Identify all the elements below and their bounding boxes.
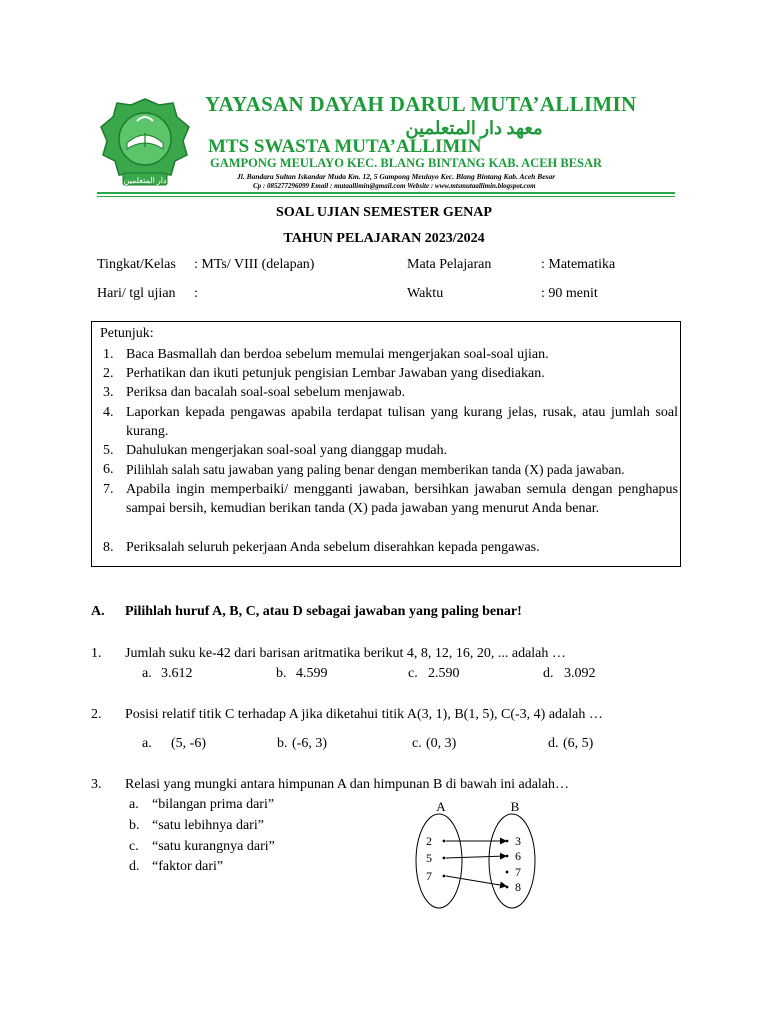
set-a-element: 5: [426, 851, 432, 865]
option-text: “satu lebihnya dari”: [152, 818, 264, 833]
header-rule-thin: [97, 196, 675, 197]
logo-caption: دار المتعلمين: [123, 176, 167, 185]
point-dot: [506, 886, 509, 889]
option-text: (5, -6): [171, 736, 206, 751]
question-number: 1.: [91, 646, 102, 661]
option-letter: a.: [142, 666, 152, 681]
school-address: Jl. Bandara Sultan Iskandar Muda Km. 12, 5 Gampong Meulayo Kec. Blang Bintang Kab. Aceh Besar: [237, 172, 556, 181]
option-text: 4.599: [296, 666, 328, 681]
set-b-label: B: [510, 799, 520, 814]
question-text: Posisi relatif titik C terhadap A jika diketahui titik A(3, 1), B(1, 5), C(-3, 4) adalah …: [125, 707, 603, 722]
option-letter: c.: [129, 839, 139, 854]
question-text: Relasi yang mungki antara himpunan A dan himpunan B di bawah ini adalah…: [125, 777, 570, 792]
option-text: 3.612: [161, 666, 193, 681]
option-letter: b.: [129, 818, 140, 833]
option-letter: b.: [277, 736, 288, 751]
set-a-element: 2: [426, 834, 432, 848]
set-a-element: 7: [426, 869, 432, 883]
option-text: “faktor dari”: [152, 859, 224, 874]
section-a-label: A.: [91, 604, 105, 619]
option-letter: a.: [129, 797, 139, 812]
relation-arrow: [446, 856, 506, 858]
set-b-element: 7: [515, 865, 521, 879]
time-value: : 90 menit: [541, 286, 598, 301]
option-letter: d.: [548, 736, 559, 751]
relation-arrow: [446, 876, 506, 886]
exam-title: SOAL UJIAN SEMESTER GENAP: [276, 205, 492, 220]
class-value: : MTs/ VIII (delapan): [194, 257, 315, 272]
point-dot: [506, 871, 509, 874]
option-text: (6, 5): [563, 736, 594, 751]
question-text: Jumlah suku ke-42 dari barisan aritmatika berikut 4, 8, 12, 16, 20, ... adalah …: [125, 646, 566, 661]
set-a-label: A: [436, 799, 446, 814]
point-dot: [506, 855, 509, 858]
option-text: 3.092: [564, 666, 596, 681]
school-location: GAMPONG MEULAYO KEC. BLANG BINTANG KAB. ACEH BESAR: [210, 156, 603, 170]
option-letter: d.: [543, 666, 554, 681]
question-number: 2.: [91, 707, 102, 722]
school-contact: Cp : 085277296099 Email : mutaallimin@gmail.com Website : www.mtsmutaallimin.blogspot.com: [253, 182, 536, 190]
school-name: MTS SWASTA MUTA’ALLIMIN: [208, 136, 482, 157]
class-label: Tingkat/Kelas: [97, 257, 176, 272]
set-b-element: 3: [515, 834, 521, 848]
subject-label: Mata Pelajaran: [407, 257, 492, 272]
question-number: 3.: [91, 777, 102, 792]
point-dot: [443, 840, 446, 843]
date-value: :: [194, 286, 198, 301]
option-letter: c.: [408, 666, 418, 681]
header-rule-thick: [97, 192, 675, 194]
option-letter: a.: [142, 736, 152, 751]
option-text: 2.590: [428, 666, 460, 681]
section-a-instruction: Pilihlah huruf A, B, C, atau D sebagai jawaban yang paling benar!: [125, 604, 522, 619]
option-letter: d.: [129, 859, 140, 874]
subject-value: : Matematika: [541, 257, 616, 272]
option-text: (0, 3): [426, 736, 457, 751]
point-dot: [506, 840, 509, 843]
set-b-element: 6: [515, 849, 521, 863]
option-text: (-6, 3): [292, 736, 327, 751]
set-b-ellipse: [489, 814, 535, 908]
arabic-school-name: معهد دار المتعلمين: [405, 118, 543, 138]
point-dot: [443, 875, 446, 878]
date-label: Hari/ tgl ujian: [97, 286, 176, 301]
instructions-title: Petunjuk:: [100, 326, 154, 341]
option-text: “satu kurangnya dari”: [152, 839, 275, 854]
foundation-name: YAYASAN DAYAH DARUL MUTA’ALLIMIN: [205, 92, 637, 116]
option-letter: c.: [412, 736, 422, 751]
option-letter: b.: [276, 666, 287, 681]
relation-diagram: [405, 796, 555, 916]
academic-year: TAHUN PELAJARAN 2023/2024: [283, 231, 485, 246]
point-dot: [443, 857, 446, 860]
set-b-element: 8: [515, 880, 521, 894]
set-a-ellipse: [416, 814, 462, 908]
option-text: “bilangan prima dari”: [152, 797, 275, 812]
time-label: Waktu: [407, 286, 444, 301]
